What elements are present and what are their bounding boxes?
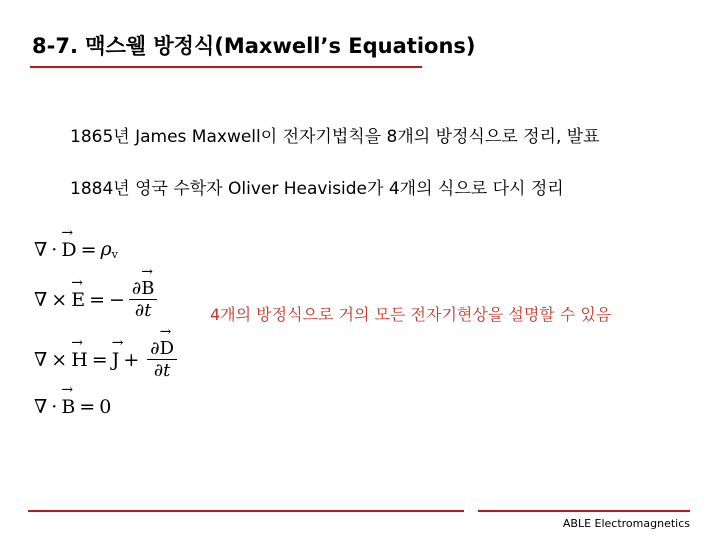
nabla-symbol: ∇ bbox=[34, 288, 48, 311]
title-underline bbox=[30, 66, 422, 68]
vector-B: → B bbox=[141, 278, 154, 299]
dot-operator: · bbox=[51, 396, 58, 418]
nabla-symbol: ∇ bbox=[34, 348, 48, 371]
cross-operator: × bbox=[51, 348, 68, 371]
footer-divider-right bbox=[478, 510, 690, 512]
time-derivative-D: $\frac{\partial\to D}{\partial t}$ bbox=[147, 338, 177, 381]
nabla-symbol: ∇ bbox=[34, 238, 48, 261]
minus-sign: − bbox=[109, 288, 125, 311]
cross-operator: × bbox=[51, 288, 68, 311]
equals-sign: = bbox=[89, 288, 105, 311]
vector-D: → D bbox=[61, 239, 76, 261]
plus-sign: + bbox=[123, 348, 140, 371]
slide-title: 8-7. 맥스웰 방정식(Maxwell’s Equations) bbox=[32, 34, 476, 58]
equals-sign: = bbox=[91, 348, 108, 371]
equals-sign: = bbox=[80, 238, 97, 261]
nabla-symbol: ∇ bbox=[34, 396, 48, 418]
equals-sign: = bbox=[79, 396, 96, 418]
time-derivative-B: $\frac{\partial\to B}{\partial t}$ bbox=[129, 278, 158, 321]
zero-value: 0 bbox=[99, 396, 112, 418]
equation-ampere-maxwell bbox=[34, 338, 181, 381]
footer-divider-left bbox=[28, 510, 464, 512]
summary-note: 4개의 방정식으로 거의 모든 전자기현상을 설명할 수 있음 bbox=[210, 305, 612, 324]
history-line-1865: 1865년 James Maxwell이 전자기법칙을 8개의 방정식으로 정리, 발표 bbox=[70, 127, 600, 147]
vector-E: → E bbox=[71, 289, 85, 311]
vector-D: → D bbox=[160, 338, 174, 359]
vector-H: → H bbox=[71, 349, 88, 371]
equation-gauss-electric bbox=[34, 238, 118, 261]
dot-operator: · bbox=[51, 238, 58, 261]
equation-faraday bbox=[34, 278, 161, 321]
footer-label: ABLE Electromagnetics bbox=[562, 517, 690, 530]
vector-J: → J bbox=[112, 349, 120, 371]
vector-B: → B bbox=[61, 396, 75, 418]
charge-density: $\rho_v$ bbox=[100, 238, 118, 261]
history-line-1884: 1884년 영국 수학자 Oliver Heaviside가 4개의 식으로 다시 정리 bbox=[70, 179, 564, 199]
equation-gauss-magnetic bbox=[34, 396, 111, 418]
